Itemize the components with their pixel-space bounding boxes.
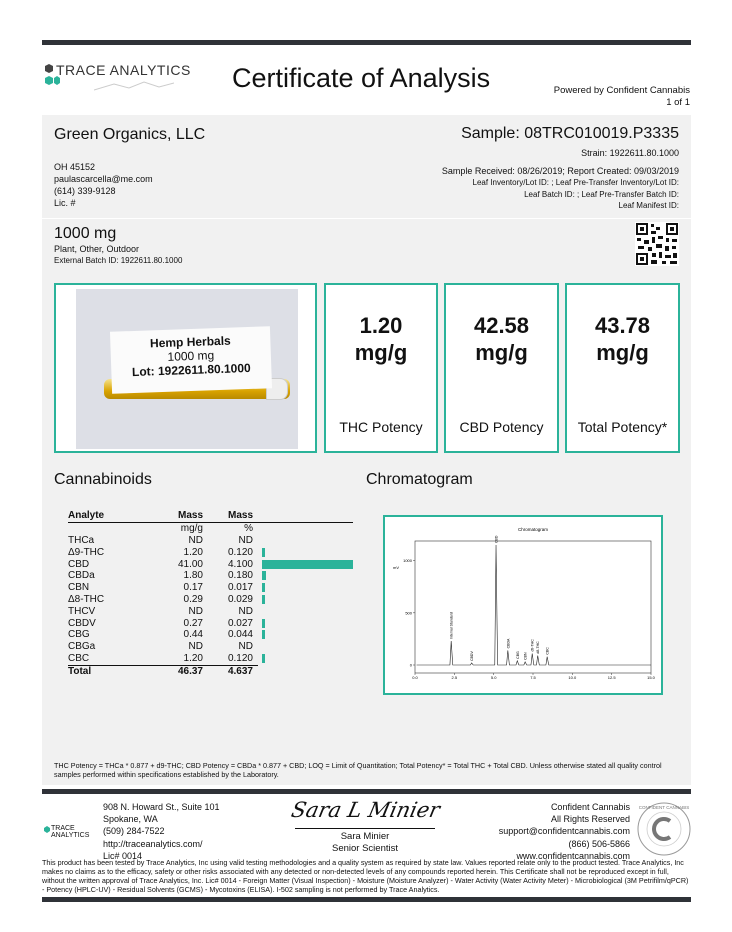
footnote: THC Potency = THCa * 0.877 + d9-THC; CBD Potency = CBDa * 0.877 + CBD; LOQ = Limit of Quantitation; Total Potency* = Total THC + Total CBD. Unless otherwise stated all quality control samples performed within specifications established by the Laboratory. <box>54 761 662 779</box>
sample-batch: Leaf Batch ID: ; Leaf Pre-Transfer Batch ID: <box>524 189 679 199</box>
signature: Sara L Minier <box>289 798 443 822</box>
potency-unit: mg/g <box>354 340 408 365</box>
analyte-mg: ND <box>188 605 203 617</box>
results-panel <box>42 463 691 785</box>
cc-web: www.confidentcannabis.com <box>516 850 630 861</box>
analyte-name: CBC <box>68 652 90 664</box>
peak-label: CBC <box>545 647 550 655</box>
table-units <box>68 523 353 535</box>
analyte-pct: ND <box>238 641 253 653</box>
footer-lic: Lic# 0014 <box>103 850 143 861</box>
analyte-bar <box>262 560 353 569</box>
y-tick-label: 500 <box>405 610 412 616</box>
peak-label: CBG <box>515 651 520 659</box>
footer-phone: (509) 284-7522 <box>103 826 165 837</box>
chromatogram-title: Chromatogram <box>366 471 473 488</box>
potency-value: 1.20 <box>359 313 403 338</box>
info-panel <box>42 115 691 273</box>
vial-label-line1: Hemp Herbals <box>149 333 231 351</box>
potency-unit: mg/g <box>475 340 528 365</box>
sample-inventory: Leaf Inventory/Lot ID: ; Leaf Pre-Transfer Inventory/Lot ID: <box>472 178 679 187</box>
disclaimer: This product has been tested by Trace Analytics, Inc using valid testing methodologies and a quality system as required by state law. Values reported relate only to the product tested. Trace Analytics, Inc makes no claims as to the efficacy, safety or other risks associated with any detected or non-detected levels of any compounds reported herein. This Certificate shall not be reproduced except in full, without the written approval of Trace Analytics, Inc. Lic# 0014 - Foreign Matter (Visual Inspection) - Moisture (Moisture Analyzer) - Water Activity (Water Activity Meter) - Microbiological (3M Petrifilm/qPCR) - Potency (HPLC-UV) - Residual Solvents (GCMS) - Mycotoxins (ELISA). I-502 sampling is not performed by Trace Analytics. <box>42 858 689 894</box>
analyte-bar <box>262 654 265 663</box>
powered-by: Powered by Confident Cannabis <box>553 85 690 96</box>
analyte-name: Δ8-THC <box>68 593 105 605</box>
potency-label: THC Potency <box>339 419 423 435</box>
x-tick-label: 12.5 <box>607 675 616 680</box>
footer-logo-text: TRACE ANALYTICS <box>51 825 90 839</box>
table-row <box>68 653 353 665</box>
signer-title: Senior Scientist <box>331 843 398 854</box>
peak-label: CBDV <box>470 651 475 661</box>
top-bar <box>42 40 691 45</box>
analyte-bar <box>262 595 265 604</box>
analyte-mg: 0.29 <box>183 593 203 605</box>
potency-label: CBD Potency <box>459 419 544 435</box>
table-row <box>68 594 353 606</box>
seal-text: CONFIDENT CANNABIS <box>638 805 690 810</box>
x-tick-label: 15.0 <box>647 675 655 680</box>
client-name: Green Organics, LLC <box>54 126 206 143</box>
x-tick-label: 5.0 <box>490 675 497 680</box>
analyte-bar <box>262 583 265 592</box>
table-header <box>68 510 353 522</box>
cc-phone: (866) 506-5866 <box>568 838 630 849</box>
peak-label: CBN <box>523 652 528 660</box>
analyte-mg: 1.80 <box>183 570 203 582</box>
analyte-mg: ND <box>188 641 203 653</box>
analyte-mg: 41.00 <box>177 558 203 570</box>
analyte-name: CBDV <box>68 617 96 629</box>
chromatogram-box <box>383 515 663 695</box>
product-batch: External Batch ID: 1922611.80.1000 <box>54 256 183 265</box>
analyte-mg: 0.44 <box>183 629 203 641</box>
cc-email: support@confidentcannabis.com <box>498 826 630 837</box>
footer-address <box>103 801 220 862</box>
table-total-row <box>68 666 353 678</box>
cannabinoids-title: Cannabinoids <box>54 471 152 488</box>
analyte-pct: 0.044 <box>227 629 253 641</box>
sample-photo <box>76 289 298 449</box>
analyte-bar <box>262 571 266 580</box>
header-meta <box>554 85 690 109</box>
sample-id: Sample: 08TRC010019.P3335 <box>461 125 679 142</box>
potency-card-total <box>565 283 680 453</box>
table-row <box>68 582 353 594</box>
sample-photo-box <box>54 283 317 453</box>
analyte-name: CBG <box>68 629 90 641</box>
table-row <box>68 641 353 653</box>
sample-dates: Sample Received: 08/26/2019; Report Created: 09/03/2019 <box>441 165 679 176</box>
analyte-name: CBN <box>68 582 90 594</box>
analyte-mg: 0.17 <box>183 582 203 594</box>
cc-name: Confident Cannabis <box>550 802 630 812</box>
bottom-bar <box>42 897 691 902</box>
sample-manifest: Leaf Manifest ID: <box>618 201 679 210</box>
sample-strain: Strain: 1922611.80.1000 <box>581 148 679 158</box>
analyte-mg: 1.20 <box>183 652 203 664</box>
logo-wave-icon <box>94 80 174 92</box>
analyte-mg: 0.27 <box>183 617 203 629</box>
sample-details <box>442 148 679 212</box>
client-email: paulascarcella@me.com <box>54 174 153 184</box>
analyte-name: THCa <box>68 535 95 546</box>
cc-contact <box>499 801 630 862</box>
header-mass-mg: Mass <box>177 510 203 521</box>
x-tick-label: 7.5 <box>530 675 536 680</box>
analyte-name: Δ9-THC <box>68 546 105 558</box>
analyte-pct: ND <box>238 605 253 617</box>
analyte-pct: 0.017 <box>227 582 253 594</box>
peak-label: Internal Standard <box>449 612 454 639</box>
product-name: 1000 mg <box>54 225 117 242</box>
table-row <box>68 618 353 630</box>
analyte-pct: 0.180 <box>227 570 253 582</box>
unit-mg: mg/g <box>180 523 203 534</box>
chromatogram-inner-title: Chromatogram <box>517 527 549 532</box>
footer-web: http://traceanalytics.com/ <box>103 838 203 849</box>
table-row <box>68 547 353 559</box>
total-pct: 4.637 <box>227 665 253 677</box>
analyte-mg: ND <box>188 535 203 546</box>
client-phone: (614) 339-9128 <box>54 186 116 196</box>
potency-value: 43.78 <box>594 313 651 338</box>
analyte-name: CBGa <box>68 641 96 653</box>
unit-pct: % <box>244 523 253 534</box>
client-address: OH 45152 <box>54 162 96 172</box>
table-row <box>68 559 353 571</box>
potency-panel <box>42 273 691 463</box>
footer-logo <box>44 825 104 837</box>
analyte-bar <box>262 548 265 557</box>
potency-value: 42.58 <box>473 313 530 338</box>
analyte-pct: 0.120 <box>227 652 253 664</box>
page-number: 1 of 1 <box>666 97 690 108</box>
trace-logo <box>44 62 194 92</box>
table-row <box>68 570 353 582</box>
client-license: Lic. # <box>54 198 76 208</box>
y-unit: mV <box>393 565 399 570</box>
footer-address1: 908 N. Howard St., Suite 101 <box>103 802 220 812</box>
analyte-pct: 4.100 <box>227 558 253 570</box>
confident-cannabis-seal-icon <box>636 801 692 857</box>
total-label: Total <box>68 665 92 677</box>
cannabinoid-table <box>68 510 353 678</box>
analyte-bar <box>262 630 265 639</box>
analyte-name: CBD <box>68 558 90 570</box>
product-type: Plant, Other, Outdoor <box>54 244 140 254</box>
analyte-pct: 0.027 <box>227 617 253 629</box>
bottom-bar-top <box>42 789 691 794</box>
analyte-name: CBDa <box>68 570 95 582</box>
table-body <box>68 535 353 665</box>
peak-label: CBDA <box>506 638 511 649</box>
vial-label-line3: Lot: 1922611.80.1000 <box>131 360 251 380</box>
peak-label: d8-THC <box>536 641 541 654</box>
potency-card-cbd <box>444 283 559 453</box>
footer-address2: Spokane, WA <box>103 814 158 825</box>
client-details <box>54 161 153 209</box>
analyte-pct: 0.029 <box>227 593 253 605</box>
x-tick-label: 2.5 <box>451 675 458 680</box>
logo-text: TRACE ANALYTICS <box>56 62 191 78</box>
qr-code-icon <box>635 222 679 266</box>
analyte-mg: 1.20 <box>183 546 203 558</box>
table-row <box>68 606 353 618</box>
peak-label: d9-THC <box>530 639 535 652</box>
analyte-bar <box>262 619 265 628</box>
cc-rights: All Rights Reserved <box>550 814 630 825</box>
x-tick-label: 10.0 <box>568 675 577 680</box>
analyte-pct: ND <box>238 535 253 546</box>
total-mg: 46.37 <box>177 665 203 677</box>
y-tick-label: 0 <box>409 662 412 668</box>
x-tick-label: 0.0 <box>412 675 418 680</box>
header-analyte: Analyte <box>68 510 105 521</box>
table-row <box>68 535 353 547</box>
potency-unit: mg/g <box>596 340 649 365</box>
header-mass-pct: Mass <box>227 510 253 521</box>
peak-label: CBD <box>494 535 499 543</box>
analyte-name: THCV <box>68 605 96 617</box>
vial-label-line2: 1000 mg <box>167 348 215 364</box>
vial-label <box>110 326 272 394</box>
page-title: Certificate of Analysis <box>232 63 491 93</box>
divider <box>42 218 691 219</box>
analyte-pct: 0.120 <box>227 546 253 558</box>
signature-block <box>285 798 445 855</box>
y-tick-label: 1000 <box>403 558 412 564</box>
signer-name: Sara Minier <box>340 831 390 842</box>
potency-label: Total Potency* <box>577 419 668 435</box>
signature-line <box>295 828 435 829</box>
potency-card-thc <box>324 283 438 453</box>
chromatogram-plot <box>385 517 661 693</box>
product-details <box>54 244 182 266</box>
table-row <box>68 629 353 641</box>
